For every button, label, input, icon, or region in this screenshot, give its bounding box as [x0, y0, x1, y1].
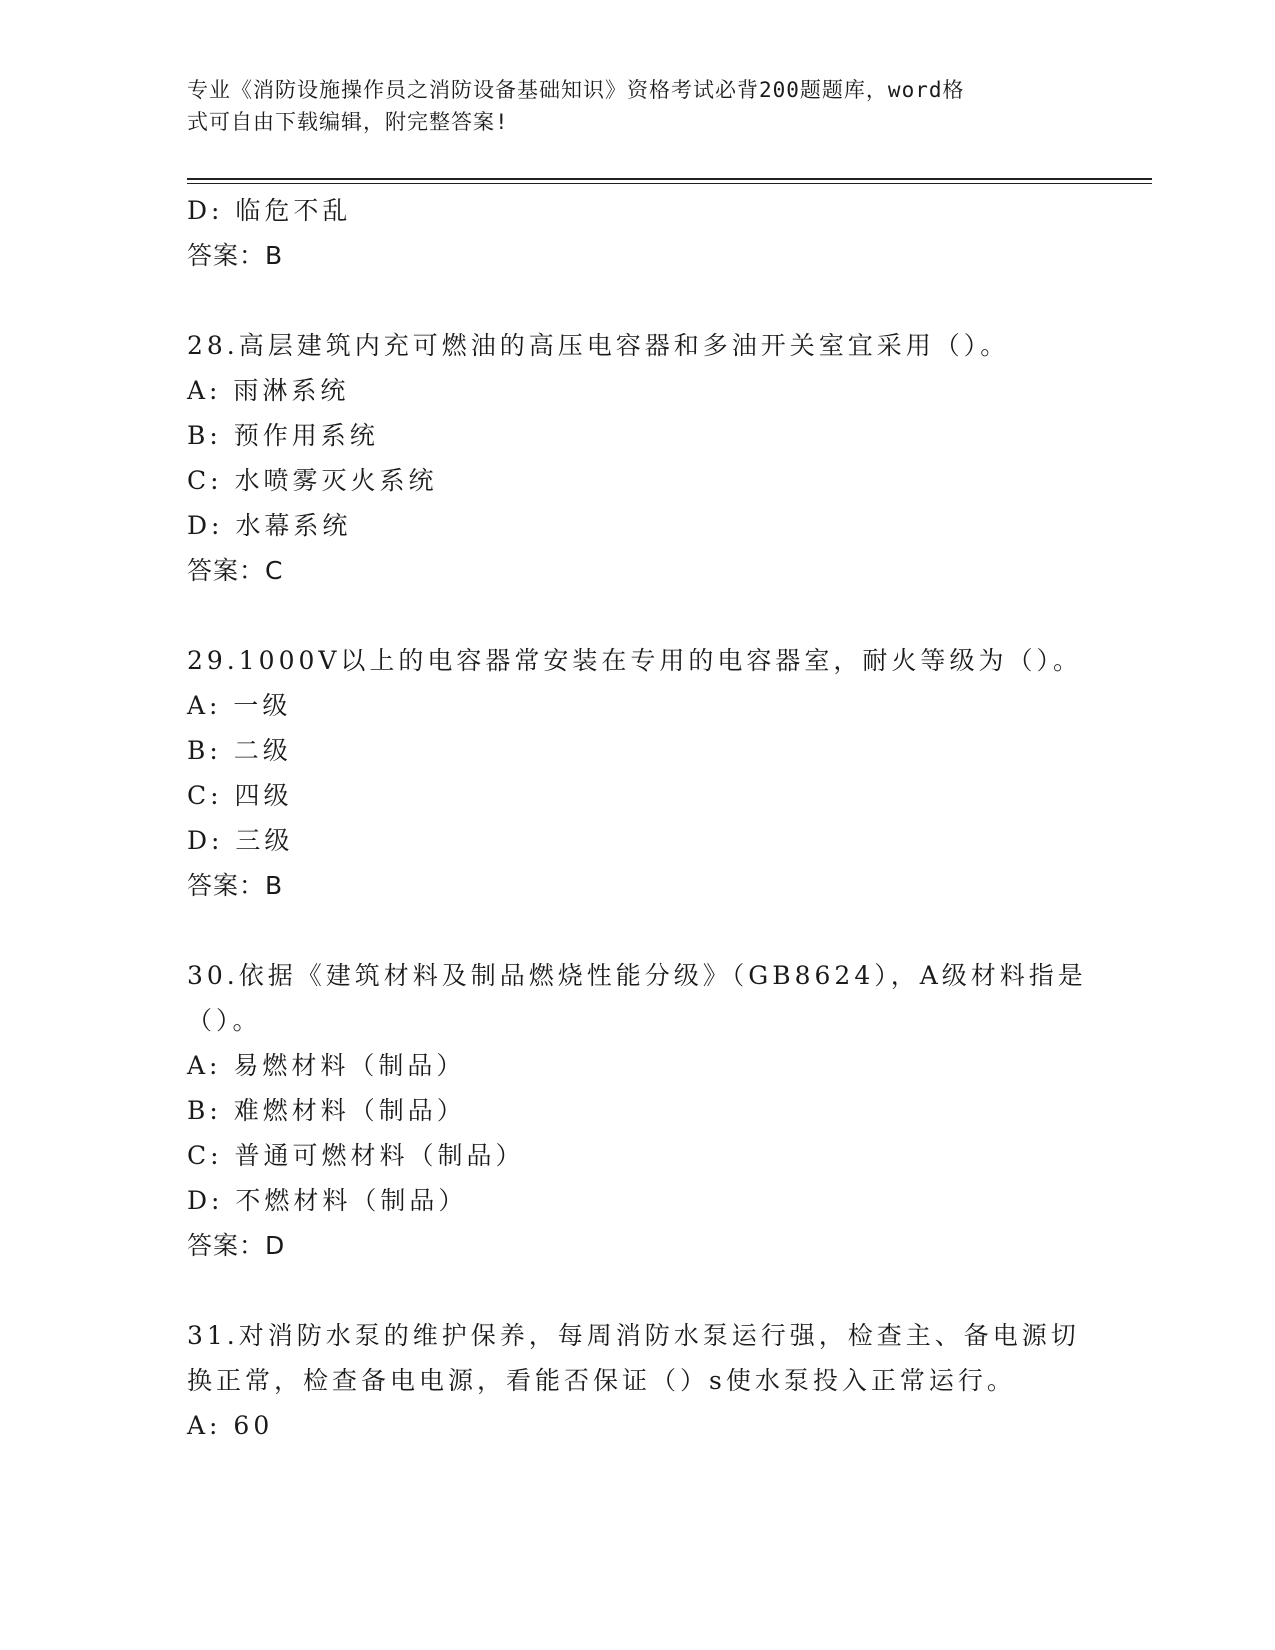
- option-d: D: 水幕系统: [187, 511, 352, 540]
- question-text-line-1: 31.对消防水泵的维护保养，每周消防水泵运行强，检查主、备电源切: [187, 1321, 1080, 1350]
- option-d: D: 临危不乱: [187, 196, 352, 225]
- document-header: [187, 74, 1067, 138]
- header-title-line-1: 专业《消防设施操作员之消防设备基础知识》资格考试必背200题题库，word格: [187, 78, 965, 102]
- header-divider-thin: [187, 183, 1152, 184]
- question-list: [187, 188, 1087, 1448]
- question-27-tail: [187, 188, 1087, 278]
- answer: 答案：B: [187, 241, 284, 270]
- header-title-line-2: 式可自由下载编辑，附完整答案!: [187, 110, 509, 134]
- question-text: 28.高层建筑内充可燃油的高压电容器和多油开关室宜采用（）。: [187, 331, 1010, 360]
- option-b: B: 二级: [187, 736, 292, 765]
- option-a: A: 60: [187, 1411, 274, 1440]
- question-30: [187, 953, 1087, 1268]
- answer: 答案：B: [187, 871, 284, 900]
- question-text: 29.1000V以上的电容器常安装在专用的电容器室，耐火等级为（）。: [187, 646, 1082, 675]
- question-text-line-2: （）。: [187, 1006, 262, 1035]
- option-a: A: 雨淋系统: [187, 376, 350, 405]
- option-a: A: 易燃材料（制品）: [187, 1051, 466, 1080]
- option-d: D: 三级: [187, 826, 294, 855]
- option-c: C: 四级: [187, 781, 293, 810]
- option-b: B: 预作用系统: [187, 421, 379, 450]
- question-text-line-2: 换正常，检查备电电源，看能否保证（）s使水泵投入正常运行。: [187, 1366, 1016, 1395]
- option-d: D: 不燃材料（制品）: [187, 1186, 468, 1215]
- answer: 答案：C: [187, 556, 284, 585]
- question-28: [187, 323, 1087, 593]
- question-31: [187, 1313, 1087, 1448]
- answer: 答案：D: [187, 1231, 286, 1260]
- question-29: [187, 638, 1087, 908]
- option-a: A: 一级: [187, 691, 292, 720]
- option-c: C: 水喷雾灭火系统: [187, 466, 438, 495]
- option-c: C: 普通可燃材料（制品）: [187, 1141, 525, 1170]
- header-divider-thick: [187, 178, 1152, 180]
- question-text-line-1: 30.依据《建筑材料及制品燃烧性能分级》（GB8624），A级材料指是: [187, 961, 1087, 990]
- option-b: B: 难燃材料（制品）: [187, 1096, 466, 1125]
